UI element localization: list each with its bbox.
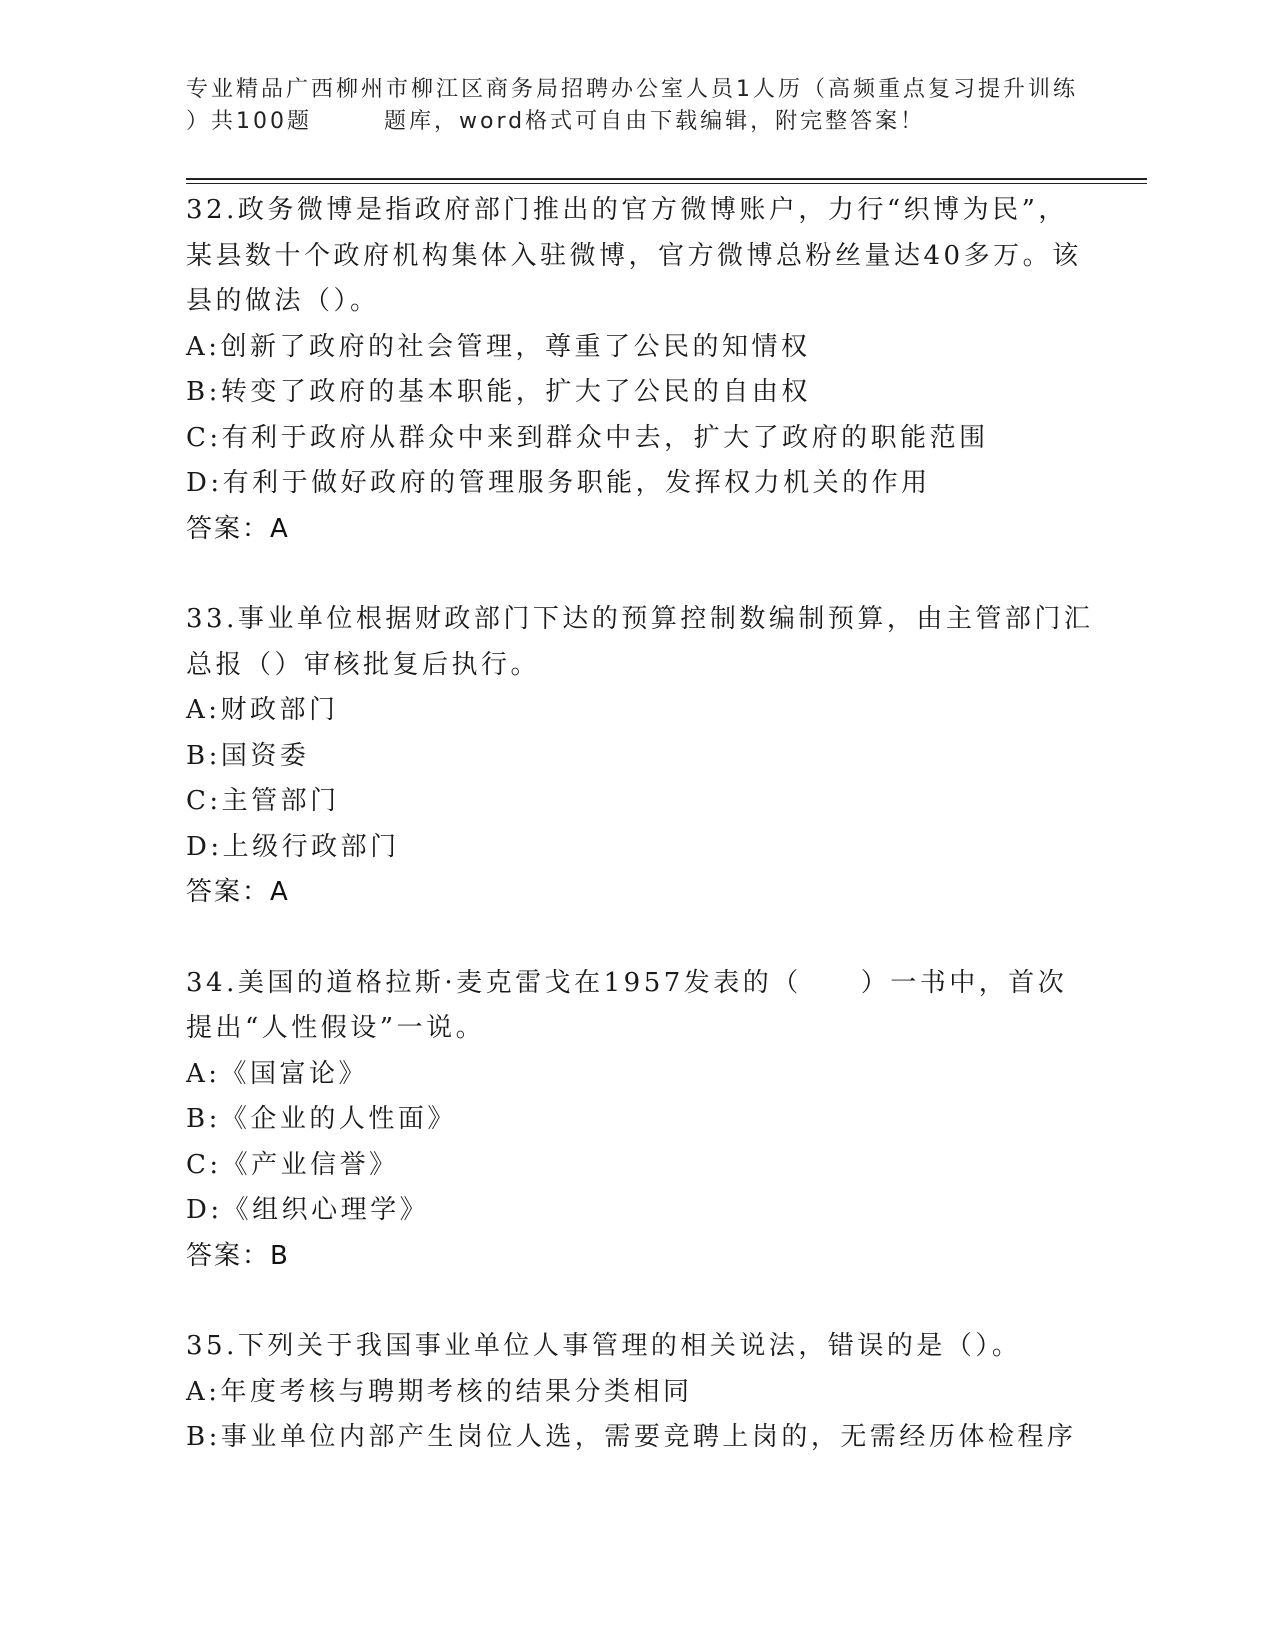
- question-stem-line: 32.政务微博是指政府部门推出的官方微博账户，力行“织博为民”，: [186, 195, 1068, 225]
- question-33: [186, 597, 1094, 916]
- option-a: A:《国富论》: [186, 1058, 369, 1089]
- answer-label: 答案：A: [186, 513, 290, 544]
- option-a: A:年度考核与聘期考核的结果分类相同: [186, 1376, 693, 1407]
- question-stem-line: 县的做法（）。: [186, 286, 380, 316]
- question-stem-line: 35.下列关于我国事业单位人事管理的相关说法，错误的是（）。: [186, 1331, 1022, 1361]
- question-35: [186, 1324, 1086, 1461]
- question-stem-line: 某县数十个政府机构集体入驻微博，官方微博总粉丝量达40多万。该: [186, 240, 1082, 271]
- question-stem-line: 提出“人性假设”一说。: [186, 1013, 486, 1043]
- option-a: A:财政部门: [186, 695, 339, 725]
- answer-label: 答案：B: [186, 1240, 290, 1271]
- option-d: D:《组织心理学》: [186, 1195, 430, 1225]
- document-header: [186, 74, 1086, 138]
- option-a: A:创新了政府的社会管理，尊重了公民的知情权: [186, 331, 811, 362]
- option-b: B:转变了政府的基本职能，扩大了公民的自由权: [186, 377, 811, 407]
- option-c: C:《产业信誉》: [186, 1149, 399, 1180]
- header-line-2-part-a: ）共100题: [186, 109, 312, 134]
- option-c: C:有利于政府从群众中来到群众中去，扩大了政府的职能范围: [186, 422, 989, 453]
- header-line-1: 专业精品广西柳州市柳江区商务局招聘办公室人员1人历（高频重点复习提升训练: [186, 77, 1078, 102]
- option-d: D:上级行政部门: [186, 831, 400, 862]
- question-34: [186, 961, 1086, 1280]
- option-b: B:《企业的人性面》: [186, 1104, 457, 1134]
- answer-label: 答案：A: [186, 877, 290, 907]
- question-stem-line: 33.事业单位根据财政部门下达的预算控制数编制预算，由主管部门汇: [186, 604, 1094, 634]
- question-stem-line: 总报（）审核批复后执行。: [186, 649, 541, 680]
- header-line-2-part-b: 题库，word格式可自由下载编辑，附完整答案！: [384, 109, 926, 134]
- question-list: [186, 188, 1094, 1461]
- header-rule-thick: [186, 178, 1147, 180]
- question-stem-line: 34.美国的道格拉斯·麦克雷戈在1957发表的（ ）一书中，首次: [186, 967, 1068, 998]
- question-32: [186, 188, 1086, 552]
- option-b: B:国资委: [186, 740, 310, 771]
- option-d: D:有利于做好政府的管理服务职能，发挥权力机关的作用: [186, 468, 931, 498]
- header-rule-thin: [186, 183, 1147, 184]
- option-c: C:主管部门: [186, 786, 340, 816]
- header-line-2: [186, 106, 1086, 138]
- option-b: B:事业单位内部产生岗位人选，需要竞聘上岗的，无需经历体检程序: [186, 1422, 1077, 1452]
